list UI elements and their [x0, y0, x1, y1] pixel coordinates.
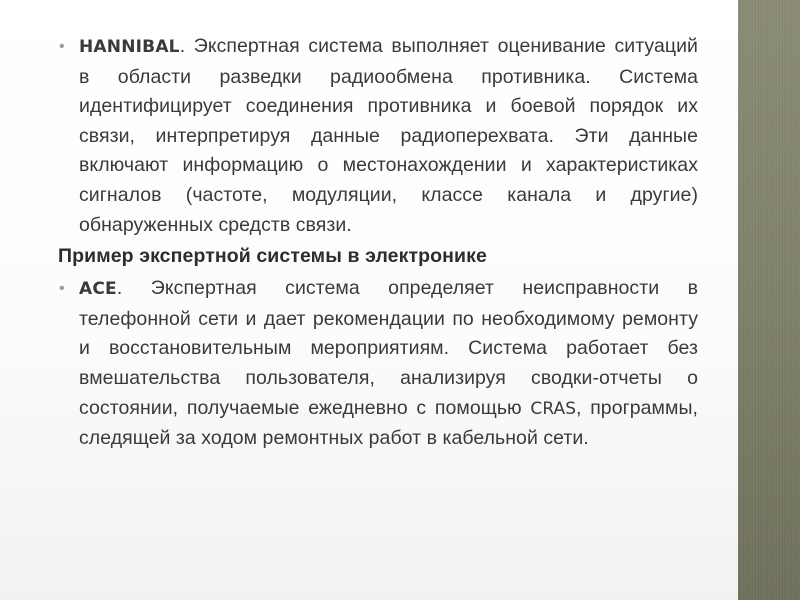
decorative-sidebar	[738, 0, 800, 600]
sidebar-texture	[738, 0, 800, 600]
bullet-item-hannibal	[58, 32, 698, 240]
bullet-text-hannibal: . Экспертная система выполняет оценивание ситуаций в области разведки радиообмена противника. Система идентифицирует соединения противника и боевой порядок их связи, интерпретируя данные радиоперехвата. Эти данные включают информацию о местонахождении и характеристиках сигналов (частоте, модуляции, классе канала и другие) обнаруженных средств связи.	[79, 35, 698, 236]
bullet-item-ace	[58, 274, 698, 454]
bullet-text-ace-part1: . Экспертная система определяет неисправности в телефонной сети и дает рекомендации по необходимому ремонту и восстановительным мероприятиям. Система работает без вмешательства пользователя, анализируя сводки-отчеты о состоянии, получаемые ежедневно с помощью	[79, 277, 698, 419]
bullet-text-ace-part2: , программы, следящей за ходом ремонтных работ в кабельной сети.	[79, 396, 698, 450]
section-heading: Пример экспертной системы в электронике	[58, 245, 487, 268]
bullet-lead-ace: ACE	[79, 279, 117, 300]
bullet-icon: •	[59, 38, 65, 55]
term-cras: CRAS	[530, 398, 577, 419]
bullet-lead-hannibal: HANNIBAL	[79, 37, 180, 57]
bullet-icon: •	[59, 280, 65, 298]
slide-content	[58, 32, 698, 454]
